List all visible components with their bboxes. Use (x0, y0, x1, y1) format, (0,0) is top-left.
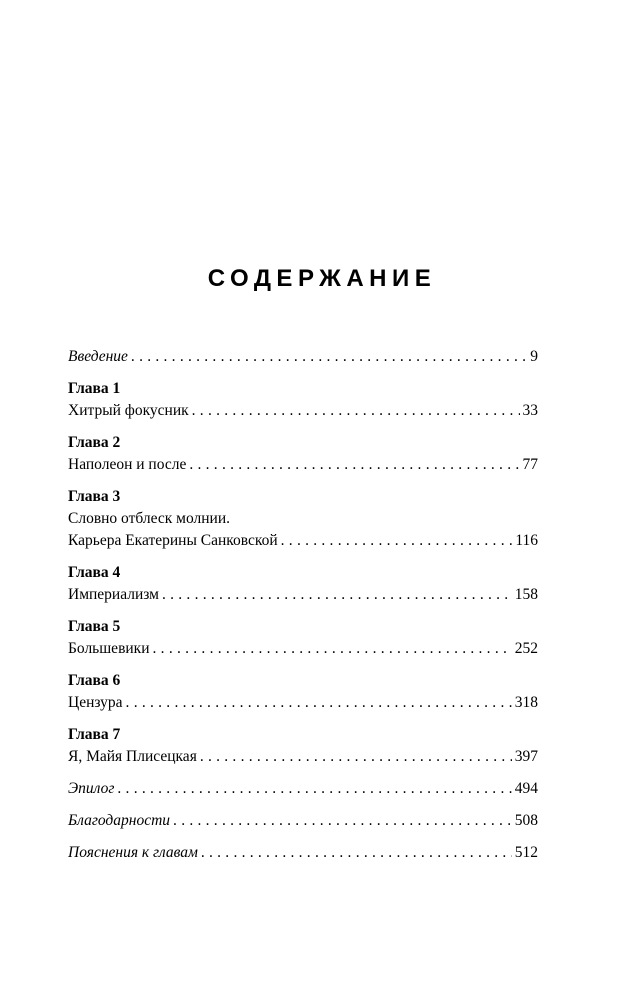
toc-page-number: 494 (514, 780, 538, 797)
toc-entry-title: Пояснения к главам (68, 844, 198, 861)
toc-page-number: 512 (514, 844, 538, 861)
toc-page-number: 252 (514, 640, 538, 657)
chapter-label: Глава 5 (68, 618, 121, 635)
toc-entry-title: Наполеон и после (68, 456, 187, 473)
dot-leader (173, 810, 512, 832)
dot-leader (192, 400, 520, 422)
toc-entry-chapter-4[interactable] (68, 562, 538, 606)
dot-leader (117, 778, 511, 800)
chapter-label: Глава 7 (68, 726, 121, 743)
toc-entry-chapter-1[interactable] (68, 378, 538, 422)
chapter-label: Глава 2 (68, 434, 121, 451)
dot-leader (162, 584, 512, 606)
toc-entry-intro[interactable] (68, 346, 538, 368)
toc-page-number: 158 (514, 586, 538, 603)
toc-entry-chapter-notes[interactable] (68, 842, 538, 864)
chapter-label: Глава 3 (68, 488, 121, 505)
toc-page-number: 33 (522, 402, 538, 419)
toc-entry-acknowledgements[interactable] (68, 810, 538, 832)
toc-entry-epilogue[interactable] (68, 778, 538, 800)
chapter-label: Глава 6 (68, 672, 121, 689)
table-of-contents (68, 346, 538, 864)
toc-entry-chapter-2[interactable] (68, 432, 538, 476)
dot-leader (153, 638, 512, 660)
toc-page-number: 9 (530, 348, 538, 365)
toc-page-number: 77 (522, 456, 538, 473)
dot-leader (200, 746, 512, 768)
toc-entry-chapter-7[interactable] (68, 724, 538, 768)
toc-page-number: 116 (515, 532, 538, 549)
toc-page-number: 318 (514, 694, 538, 711)
toc-entry-chapter-3[interactable] (68, 486, 538, 552)
toc-entry-chapter-6[interactable] (68, 670, 538, 714)
toc-entry-title-line-2: Карьера Екатерины Санковской (68, 532, 278, 549)
page-title: СОДЕРЖАНИЕ (207, 265, 437, 292)
toc-entry-title: Благодарности (68, 812, 171, 829)
toc-entry-title: Введение (68, 348, 128, 365)
chapter-label: Глава 4 (68, 564, 121, 581)
toc-entry-title-line-1: Словно отблеск молнии. (68, 510, 231, 527)
chapter-label: Глава 1 (68, 380, 121, 397)
toc-entry-title: Эпилог (68, 780, 115, 797)
dot-leader (131, 346, 527, 368)
toc-entry-title: Большевики (68, 640, 150, 657)
toc-page-number: 508 (514, 812, 538, 829)
toc-entry-title: Хитрый фокусник (68, 402, 189, 419)
dot-leader (126, 692, 512, 714)
toc-page-number: 397 (514, 748, 538, 765)
dot-leader (281, 530, 513, 552)
toc-entry-title: Я, Майя Плисецкая (68, 748, 197, 765)
toc-entry-title: Цензура (68, 694, 123, 711)
toc-entry-title: Империализм (68, 586, 159, 603)
dot-leader (189, 454, 519, 476)
dot-leader (201, 842, 512, 864)
toc-entry-chapter-5[interactable] (68, 616, 538, 660)
